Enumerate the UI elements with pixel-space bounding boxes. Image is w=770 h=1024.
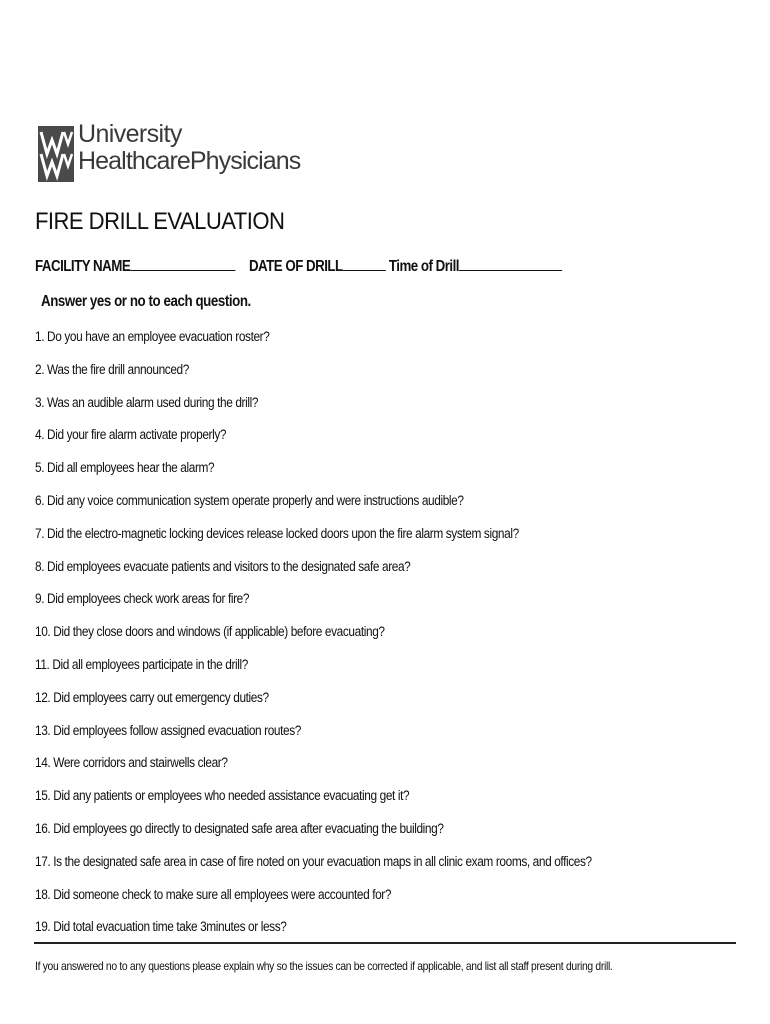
question-item: 4. Did your fire alarm activate properly?	[35, 427, 227, 443]
question-item: 18. Did someone check to make sure all employees were accounted for?	[35, 886, 392, 902]
question-item: 19. Did total evacuation time take 3minutes or less?	[35, 919, 287, 935]
time-of-drill-label: Time of Drill	[388, 258, 459, 275]
question-item: 8. Did employees evacuate patients and visitors to the designated safe area?	[35, 558, 411, 574]
question-item: 14. Were corridors and stairwells clear?	[35, 755, 228, 771]
facility-name-field[interactable]	[130, 256, 235, 271]
date-of-drill-field[interactable]	[343, 256, 386, 271]
question-item: 5. Did all employees hear the alarm?	[35, 460, 215, 476]
question-item: 3. Was an audible alarm used during the drill?	[35, 394, 259, 410]
drill-info-fields	[35, 256, 562, 276]
facility-name-label: FACILITY NAME	[35, 258, 131, 275]
horizontal-divider	[34, 942, 736, 944]
question-item: 16. Did employees go directly to designated safe area after evacuating the building?	[35, 820, 444, 836]
time-of-drill-field[interactable]	[459, 256, 562, 271]
wv-logo-icon	[38, 126, 74, 182]
logo-wordmark	[78, 122, 300, 174]
footnote-text: If you answered no to any questions please explain why so the issues can be corrected if applicable, and list all staff present during drill.	[35, 959, 613, 973]
university-healthcare-physicians-logo	[38, 120, 301, 188]
logo-line-healthcare-physicians	[78, 149, 300, 174]
question-item: 15. Did any patients or employees who needed assistance evacuating get it?	[35, 788, 410, 804]
question-item: 11. Did all employees participate in the drill?	[35, 656, 248, 672]
question-item: 9. Did employees check work areas for fire?	[35, 591, 250, 607]
question-item: 12. Did employees carry out emergency duties?	[35, 689, 269, 705]
question-item: 10. Did they close doors and windows (if applicable) before evacuating?	[35, 624, 385, 640]
question-item: 17. Is the designated safe area in case of fire noted on your evacuation maps in all clinic exam rooms, and offices?	[35, 853, 592, 869]
question-item: 1. Do you have an employee evacuation roster?	[35, 329, 270, 344]
instruction-text: Answer yes or no to each question.	[41, 293, 251, 310]
question-list	[35, 329, 668, 952]
question-item: 2. Was the fire drill announced?	[35, 361, 189, 377]
question-item: 13. Did employees follow assigned evacuation routes?	[35, 722, 302, 738]
question-item: 6. Did any voice communication system operate properly and were instructions audible?	[35, 492, 464, 508]
logo-word-physicians: Physicians	[189, 147, 301, 175]
question-item: 7. Did the electro-magnetic locking devices release locked doors upon the fire alarm system signal?	[35, 525, 519, 541]
logo-word-healthcare: Healthcare	[78, 147, 190, 175]
logo-line-university: University	[78, 120, 182, 148]
date-of-drill-label: DATE OF DRILL	[248, 258, 343, 275]
document-title: FIRE DRILL EVALUATION	[35, 208, 285, 235]
